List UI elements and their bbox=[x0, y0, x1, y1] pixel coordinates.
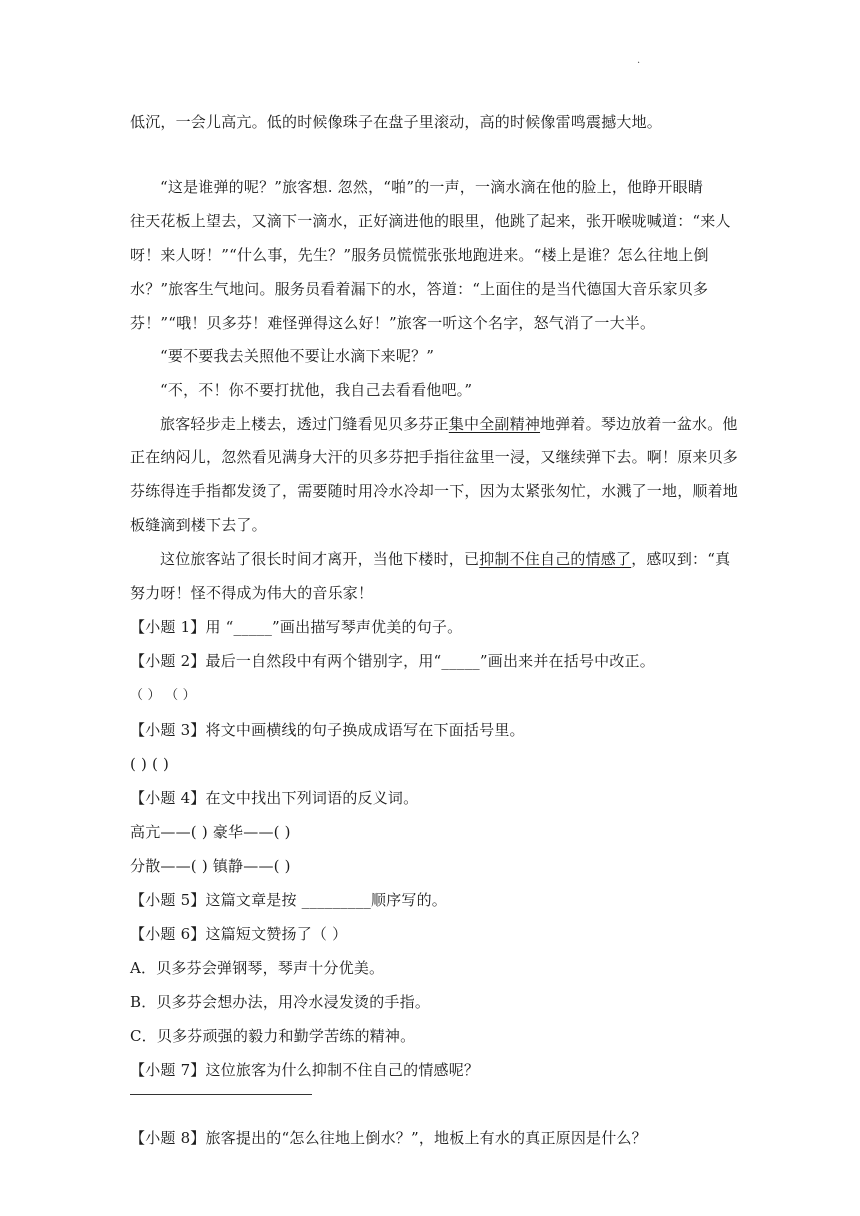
text-span: 旅客轻步走上楼去，透过门缝看见贝多芬正 bbox=[160, 415, 449, 433]
option-a: A．贝多芬会弹钢琴，琴声十分优美。 bbox=[130, 959, 385, 977]
question-8: 【小题 8】旅客提出的“怎么往地上倒水？”，地板上有水的真正原因是什么？ bbox=[130, 1129, 647, 1147]
passage-line: 努力呀！怪不得成为伟大的音乐家！ bbox=[130, 584, 374, 602]
underlined-phrase: 集中全副精神 bbox=[448, 415, 541, 433]
underlined-phrase: 抑制不住自己的情感了 bbox=[479, 550, 632, 568]
passage-line: 板缝滴到楼下去了。 bbox=[130, 516, 267, 534]
antonym-row: 高亢——( ) 豪华——( ) bbox=[130, 823, 291, 841]
option-b: B．贝多芬会想办法，用冷水浸发烫的手指。 bbox=[130, 993, 431, 1011]
passage-line: “这是谁弹的呢？”旅客想. 忽然，“啪”的一声，一滴水滴在他的脸上，他睁开眼睛 bbox=[160, 178, 704, 196]
answer-line bbox=[130, 1094, 312, 1095]
passage-line: 低沉，一会儿高亢。低的时候像珠子在盘子里滚动，高的时候像雷鸣震撼大地。 bbox=[130, 113, 663, 131]
passage-line: 水？”旅客生气地问。服务员看着漏下的水，答道：“上面住的是当代德国大音乐家贝多 bbox=[130, 280, 709, 298]
text-span: ，感叹到：“真 bbox=[631, 550, 731, 568]
answer-blanks: ( ) ( ) bbox=[130, 755, 170, 773]
passage-line: “要不要我去关照他不要让水滴下来呢？” bbox=[160, 347, 435, 365]
passage-line bbox=[160, 549, 730, 569]
question-3: 【小题 3】将文中画横线的句子换成成语写在下面括号里。 bbox=[130, 721, 525, 739]
question-2: 【小题 2】最后一自然段中有两个错别字，用“_____”画出来并在括号中改正。 bbox=[130, 652, 655, 670]
answer-blanks: （ ） （ ） bbox=[130, 688, 196, 703]
header-mark: · bbox=[637, 58, 641, 69]
text-span: 地弹着。琴边放着一盆水。他 bbox=[540, 415, 738, 433]
option-c: C．贝多芬顽强的毅力和勤学苦练的精神。 bbox=[130, 1027, 416, 1045]
passage-line: 芬练得连手指都发烫了，需要随时用冷水冷却一下，因为太紧张匆忙，水溅了一地，顺着地 bbox=[130, 482, 739, 500]
passage-line: 芬！”“哦！贝多芬！难怪弹得这么好！”旅客一听这个名字，怒气消了一大半。 bbox=[130, 314, 656, 332]
question-7: 【小题 7】这位旅客为什么抑制不住自己的情感呢？ bbox=[130, 1061, 480, 1079]
passage-line: “不，不！你不要打扰他，我自己去看看他吧。” bbox=[160, 381, 473, 399]
question-4: 【小题 4】在文中找出下列词语的反义词。 bbox=[130, 789, 419, 807]
passage-line: 呀！来人呀！”“什么事，先生？”服务员慌慌张张地跑进来。“楼上是谁？怎么往地上倒 bbox=[130, 246, 709, 264]
question-1: 【小题 1】用 “_____”画出描写琴声优美的句子。 bbox=[130, 618, 463, 636]
passage-line: 往天花板上望去，又滴下一滴水，正好滴进他的眼里，他跳了起来，张开喉咙喊道：“来人 bbox=[130, 212, 731, 230]
question-6: 【小题 6】这篇短文赞扬了（ ） bbox=[130, 925, 348, 943]
passage-line bbox=[160, 414, 738, 434]
question-5: 【小题 5】这篇文章是按 _________顺序写的。 bbox=[130, 891, 447, 909]
passage-line: 正在纳闷儿，忽然看见满身大汗的贝多芬把手指往盆里一浸，又继续弹下去。啊！原来贝多 bbox=[130, 448, 739, 466]
text-span: 这位旅客站了很长时间才离开，当他下楼时，已 bbox=[160, 550, 480, 568]
antonym-row: 分散——( ) 镇静——( ) bbox=[130, 857, 291, 875]
